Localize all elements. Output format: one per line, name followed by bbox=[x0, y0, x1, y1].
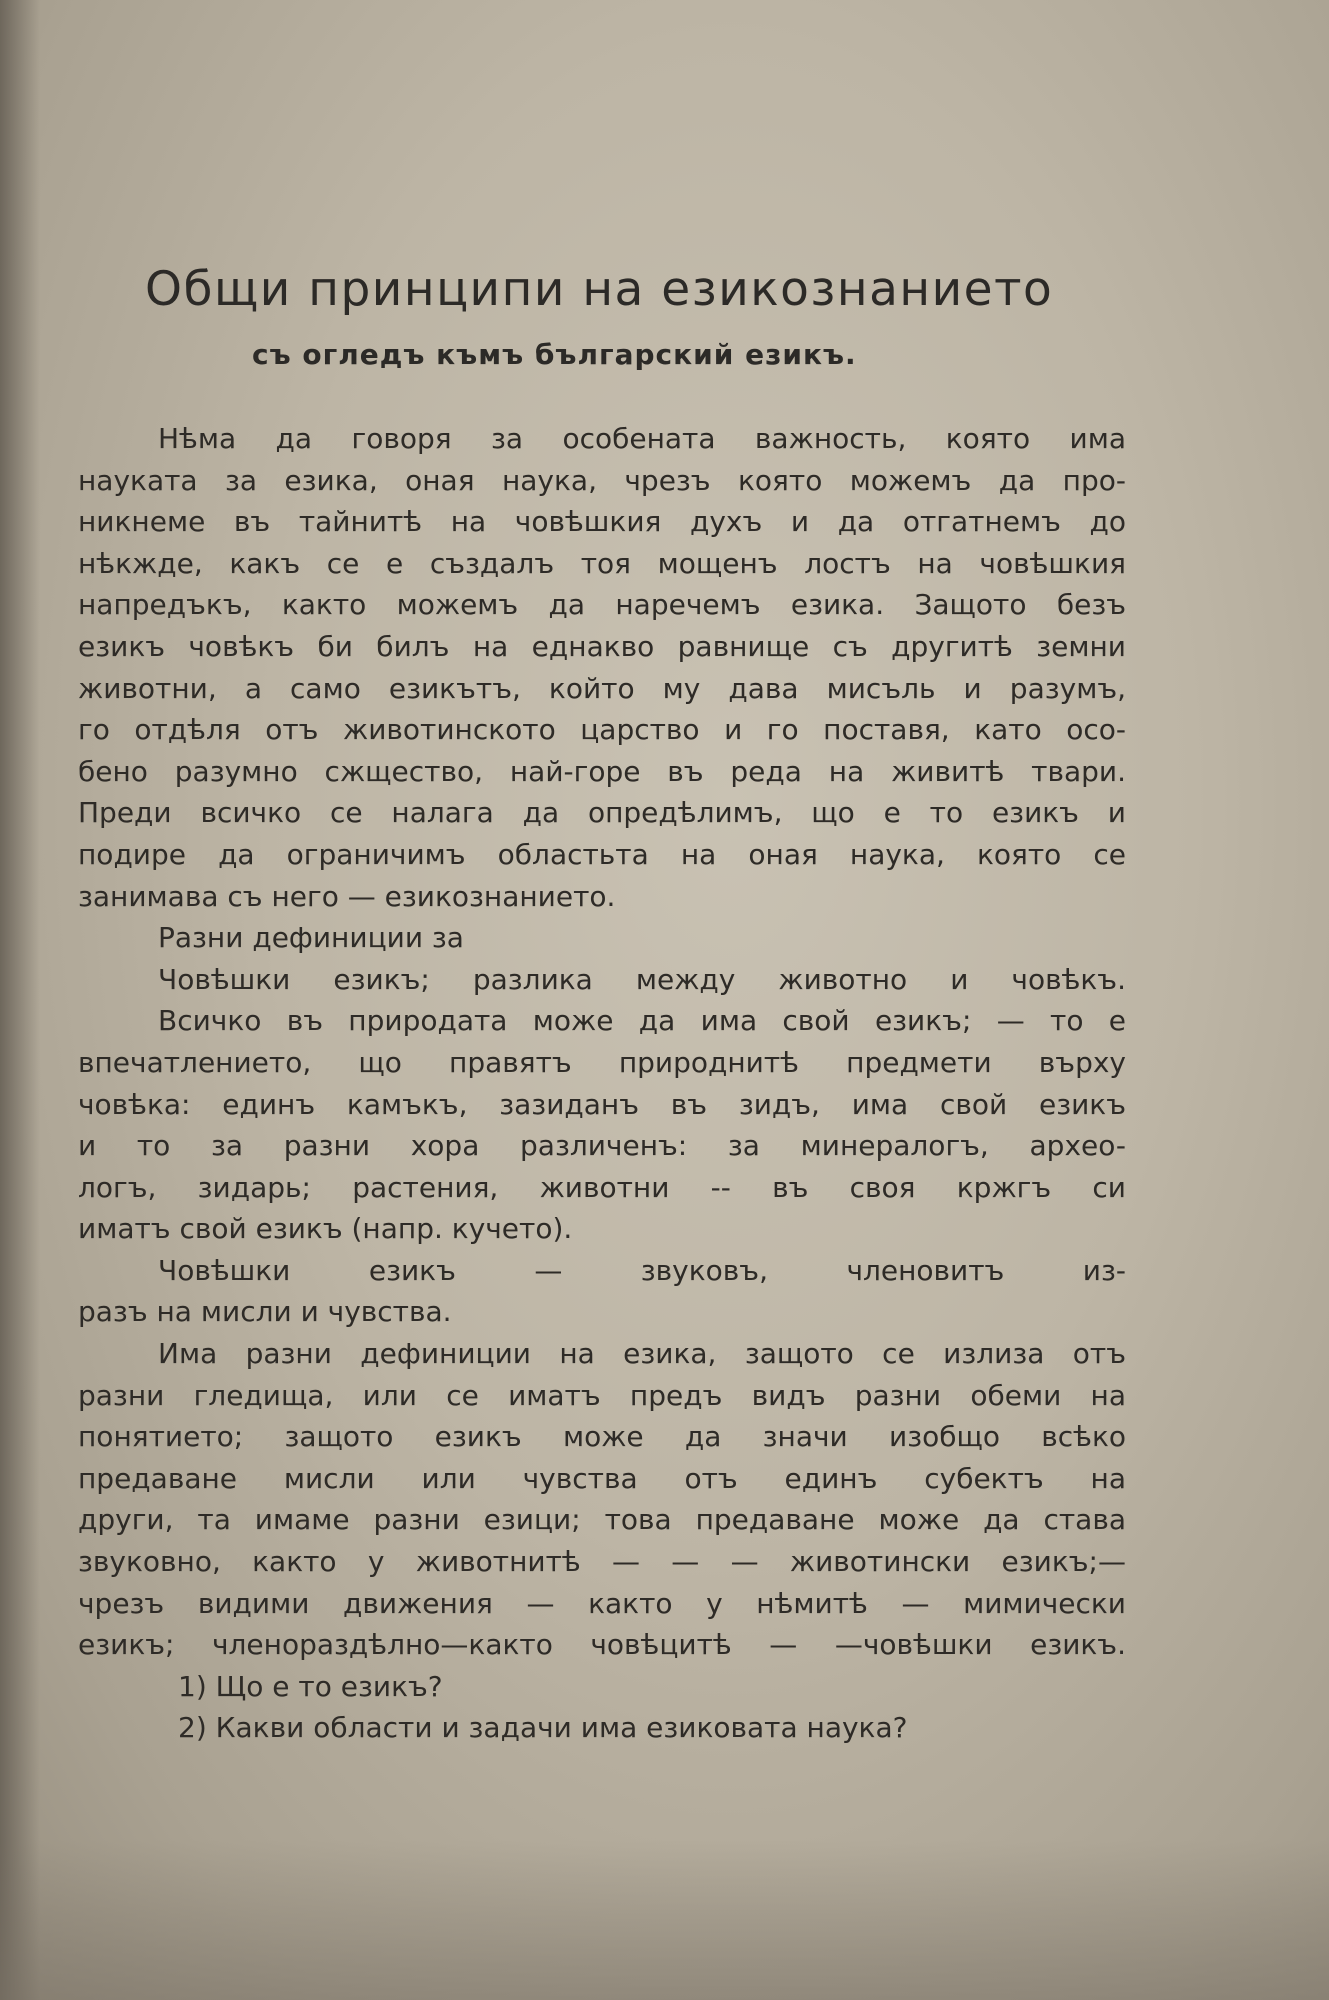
text-line: го отдѣля отъ животинското царство и го поставя, като осо- bbox=[78, 713, 1126, 747]
question-line: 1) Що е то езикъ? bbox=[178, 1669, 443, 1703]
text-line: чрезъ видими движения — както у нѣмитѣ — мимически bbox=[78, 1586, 1126, 1620]
text-line: нѣкжде, какъ се е създалъ тоя мощенъ лостъ на човѣшкия bbox=[78, 546, 1126, 580]
text-line: иматъ свой езикъ (напр. кучето). bbox=[78, 1212, 573, 1246]
text-line: звуковно, както у животнитѣ — — — животински езикъ;— bbox=[78, 1545, 1126, 1579]
text-line: предаване мисли или чувства отъ единъ субектъ на bbox=[78, 1461, 1126, 1495]
text-line: разъ на мисли и чувства. bbox=[78, 1295, 452, 1329]
text-line: разни гледища, или се иматъ предъ видъ разни обеми на bbox=[78, 1378, 1126, 1412]
text-line: науката за езика, оная наука, чрезъ която можемъ да про- bbox=[78, 463, 1126, 497]
page-gutter-shadow bbox=[0, 0, 40, 2000]
text-line: Човѣшки езикъ; разлика между животно и човѣкъ. bbox=[158, 962, 1126, 996]
text-line: Човѣшки езикъ — звуковъ, членовитъ из- bbox=[158, 1253, 1126, 1287]
text-line: Всичко въ природата може да има свой езикъ; — то е bbox=[158, 1004, 1126, 1038]
page-subtitle: съ огледъ къмъ българский езикъ. bbox=[252, 338, 857, 371]
page-title: Общи принципи на езикознанието bbox=[145, 262, 1054, 317]
text-line: никнеме въ тайнитѣ на човѣшкия духъ и да отгатнемъ до bbox=[78, 505, 1126, 539]
text-line: напредъкъ, както можемъ да наречемъ езика. Защото безъ bbox=[78, 588, 1126, 622]
text-line: бено разумно сжщество, най-горе въ реда на живитѣ твари. bbox=[78, 754, 1126, 788]
body-text bbox=[78, 418, 1126, 1749]
text-line: Нѣма да говоря за особената важность, която има bbox=[158, 422, 1126, 455]
text-line: логъ, зидарь; растения, животни -- въ своя кржгъ си bbox=[78, 1170, 1126, 1204]
text-line: Има разни дефиниции на езика, защото се излиза отъ bbox=[158, 1337, 1126, 1371]
text-line: езикъ; членораздѣлно—както човѣцитѣ — —човѣшки езикъ. bbox=[78, 1628, 1126, 1662]
text-line: човѣка: единъ камъкъ, зазиданъ въ зидъ, има свой езикъ bbox=[78, 1087, 1126, 1121]
text-line: други, та имаме разни езици; това предаване може да става bbox=[78, 1503, 1126, 1537]
text-line: Преди всичко се налага да опредѣлимъ, що е то езикъ и bbox=[78, 796, 1126, 830]
text-line: впечатлението, що правятъ природнитѣ предмети върху bbox=[78, 1045, 1126, 1079]
text-line: занимава съ него — езикознанието. bbox=[78, 879, 616, 913]
page-bottom-shadow bbox=[0, 1840, 1329, 2000]
text-line: езикъ човѣкъ би билъ на еднакво равнище съ другитѣ земни bbox=[78, 629, 1126, 663]
question-line: 2) Какви области и задачи има езиковата наука? bbox=[178, 1711, 908, 1745]
text-line: понятието; защото езикъ може да значи изобщо всѣко bbox=[78, 1420, 1126, 1454]
text-line: и то за разни хора различенъ: за минералогъ, археo- bbox=[78, 1129, 1126, 1163]
text-line: животни, а само езикътъ, който му дава мисъль и разумъ, bbox=[78, 671, 1126, 705]
text-line: Разни дефиниции за bbox=[158, 921, 464, 955]
text-line: подире да ограничимъ областьта на оная наука, която се bbox=[78, 837, 1126, 871]
